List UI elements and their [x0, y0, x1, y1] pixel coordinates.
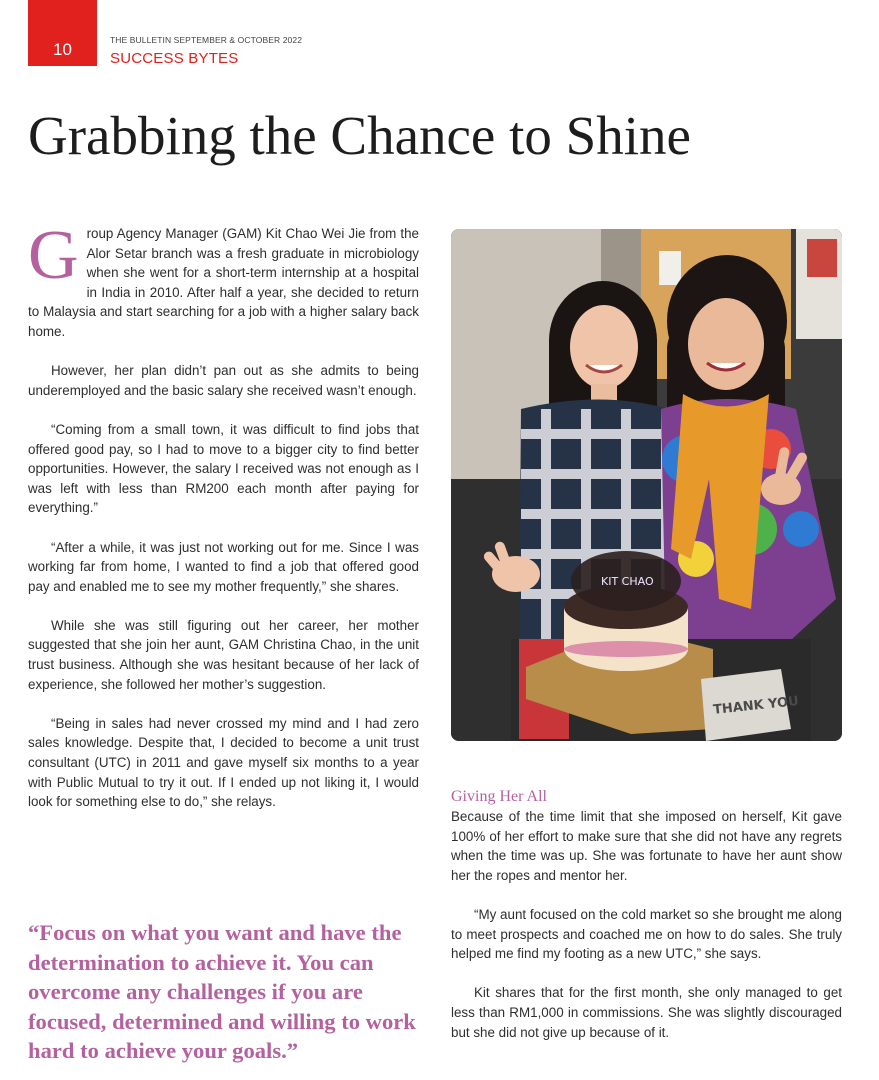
- left-woman-face: [570, 305, 638, 389]
- article-paragraph-4: “After a while, it was just not working out for me. Since I was working far from home, I wanted to find a job that offered good pay and enabled me to see my mother frequently,” she shares.: [28, 539, 419, 594]
- top-pattern-5: [783, 511, 819, 547]
- article-paragraph-5: While she was still figuring out her career, her mother suggested that she join her aunt, GAM Christina Chao, in the unit trust business. Although she was hesitant because of her lack of experience, she followed her mother’s suggestion.: [28, 617, 419, 692]
- right-paragraph-1: Because of the time limit that she imposed on herself, Kit gave 100% of her effort to make sure that she did not have any regrets when the time was up. She was fortunate to have her aunt show her the ropes and mentor her.: [451, 809, 842, 883]
- cake-ribbon: [564, 641, 688, 657]
- article-paragraph-2: However, her plan didn’t pan out as she admits to being underemployed and the basic salary she received wasn’t enough.: [28, 363, 419, 398]
- photo-illustration: [451, 229, 842, 741]
- right-paragraph-2: “My aunt focused on the cold market so she brought me along to meet prospects and coached me on how to do sales. She truly helped me find my footing as a new UTC,” she says.: [451, 906, 842, 962]
- article-right-column: [451, 788, 842, 1062]
- right-woman-face: [688, 298, 764, 390]
- pull-quote: “Focus on what you want and have the determination to achieve it. You can overcome any challenges if you are focused, determined and willing to work hard to achieve your goals.”: [28, 920, 416, 1063]
- photo-poster: [807, 239, 837, 277]
- article-left-column: [28, 217, 419, 831]
- section-name: SUCCESS BYTES: [110, 50, 239, 67]
- plaid-stripe-6: [541, 409, 551, 649]
- photo-door-sign: [659, 251, 681, 285]
- page-number: 10: [53, 40, 72, 59]
- headline: Grabbing the Chance to Shine: [28, 105, 691, 166]
- issue-line: THE BULLETIN SEPTEMBER & OCTOBER 2022: [110, 35, 303, 45]
- cake-text: KIT CHAO: [601, 575, 654, 588]
- drop-cap: G: [28, 217, 79, 294]
- subhead-giving-her-all: Giving Her All: [451, 788, 547, 805]
- article-paragraph-6: “Being in sales had never crossed my mind and I had zero sales knowledge. Despite that, I decided to become a unit trust consultant (UTC) in 2011 and gave myself six months to a year with Public Mutual to try it out. If I ended up not liking it, I would look for something else to do,” she relays.: [28, 715, 419, 810]
- paragraph-1-text: roup Agency Manager (GAM) Kit Chao Wei Jie from the Alor Setar branch was a fresh graduate in microbiology when she went for a short-term internship at a hospital in India in 2010. After half a year, she decided to return to Malaysia and start searching for a job with a higher salary back home.: [28, 226, 419, 339]
- right-paragraph-3: Kit shares that for the first month, she only managed to get less than RM1,000 in commissions. She was slightly discouraged but she did not give up because of it.: [451, 985, 842, 1040]
- bag-text: THANK YOU: [712, 693, 800, 718]
- article-photo: [451, 229, 842, 741]
- article-paragraph-1: [28, 217, 419, 342]
- article-paragraph-3: “Coming from a small town, it was difficult to find jobs that offered good pay, so I had to move to a bigger city to find better opportunities. However, the salary I received was not enough as I was left with less than RM200 each month after paying for everything.”: [28, 421, 419, 516]
- page-number-box: [28, 0, 97, 66]
